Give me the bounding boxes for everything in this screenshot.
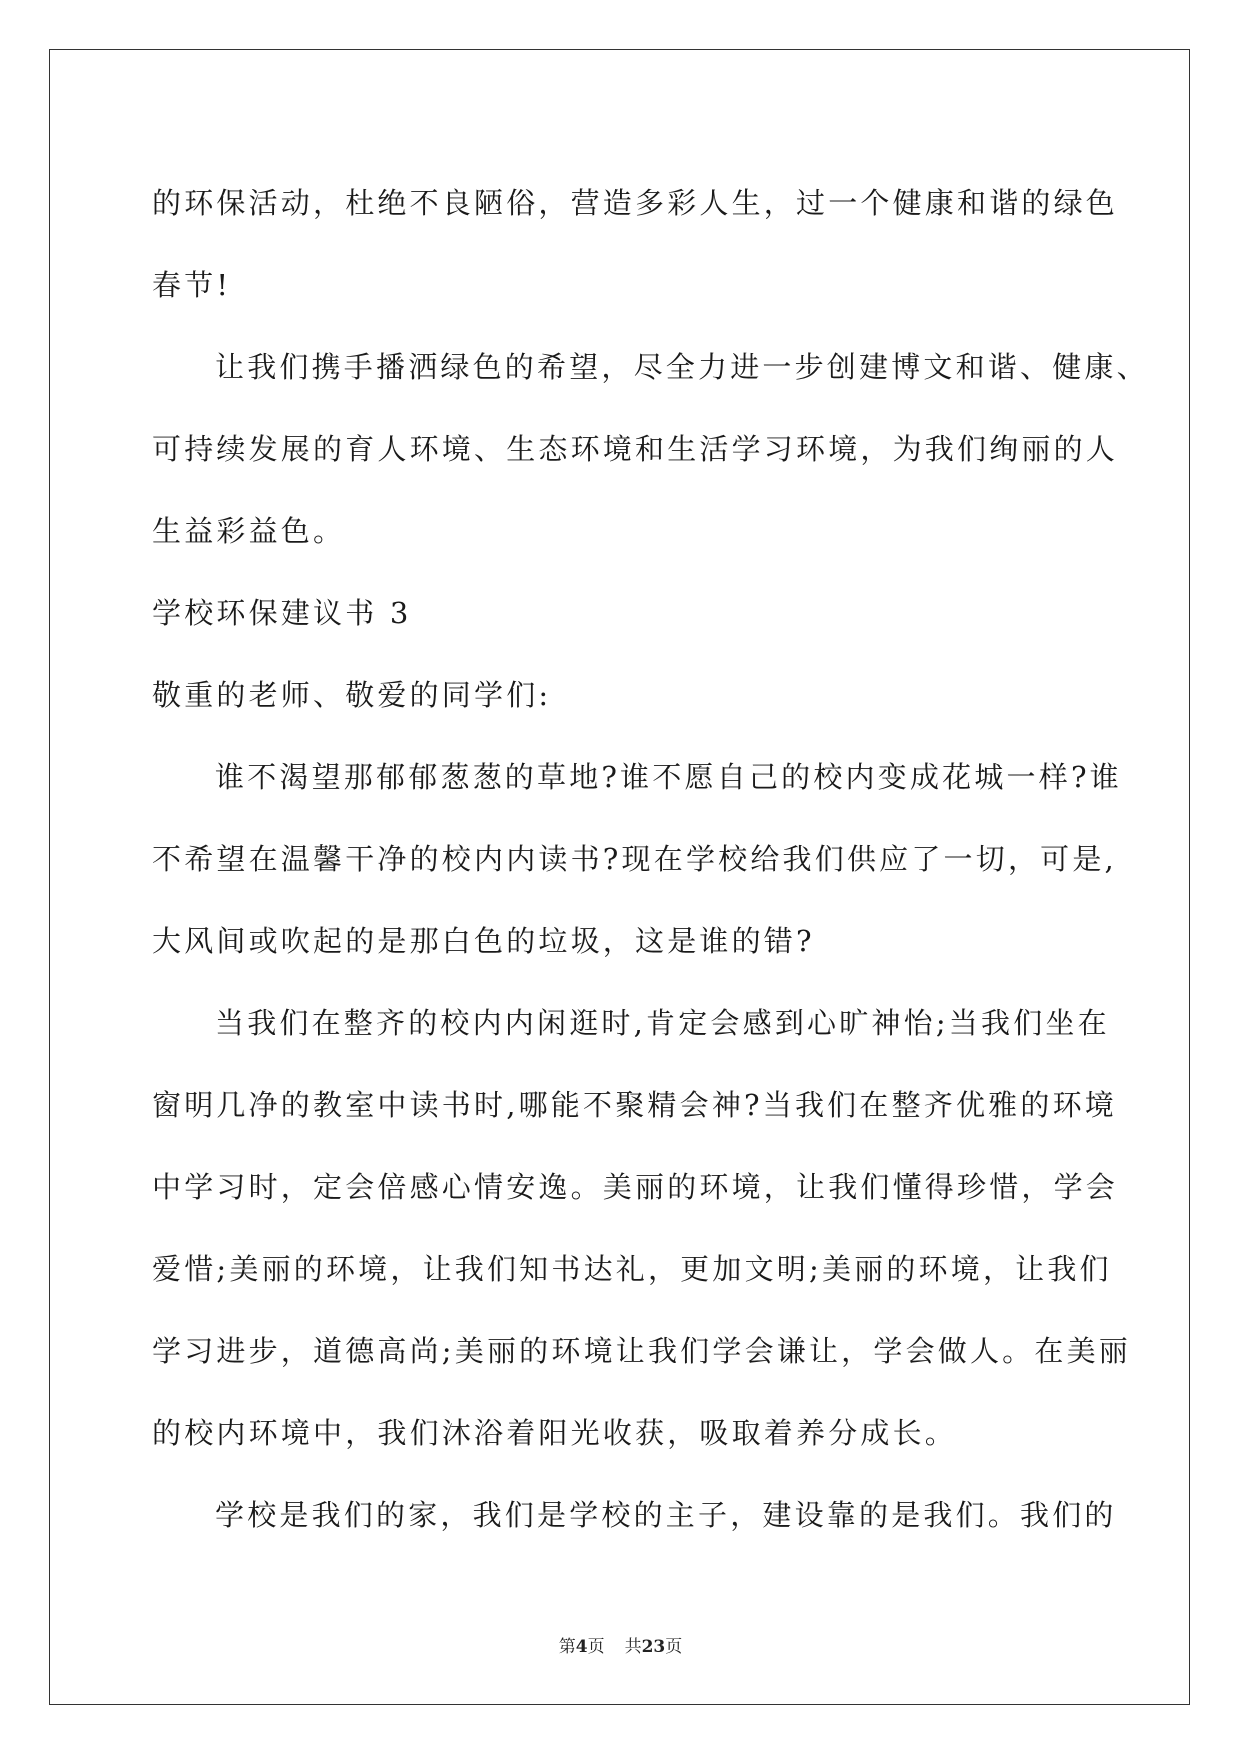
text-line: 学习进步，道德高尚;美丽的环境让我们学会谦让，学会做人。在美丽 <box>152 1334 1131 1368</box>
footer-prefix: 第 <box>558 1637 576 1657</box>
text-line: 窗明几净的教室中读书时,哪能不聚精会神?当我们在整齐优雅的环境 <box>152 1088 1117 1122</box>
text-line: 学校是我们的家，我们是学校的主子，建设靠的是我们。我们的 <box>215 1498 1117 1532</box>
page-footer <box>0 1632 1241 1657</box>
text-line: 谁不渴望那郁郁葱葱的草地?谁不愿自己的校内变成花城一样?谁 <box>215 760 1122 794</box>
text-line: 当我们在整齐的校内内闲逛时,肯定会感到心旷神怡;当我们坐在 <box>215 1006 1110 1040</box>
text-line: 生益彩益色。 <box>152 514 346 548</box>
footer-total-prefix: 共 <box>624 1637 642 1657</box>
text-line: 可持续发展的育人环境、生态环境和生活学习环境，为我们绚丽的人 <box>152 432 1119 466</box>
text-line: 春节! <box>152 268 232 302</box>
page-number: 4 <box>575 1637 588 1657</box>
text-line: 大风间或吹起的是那白色的垃圾，这是谁的错? <box>152 924 815 958</box>
text-line: 不希望在温馨干净的校内内读书?现在学校给我们供应了一切，可是, <box>152 842 1117 876</box>
salutation: 敬重的老师、敬爱的同学们: <box>152 678 552 712</box>
total-pages: 23 <box>641 1637 666 1657</box>
text-line: 爱惜;美丽的环境，让我们知书达礼，更加文明;美丽的环境，让我们 <box>152 1252 1112 1286</box>
footer-total-suffix: 页 <box>665 1637 683 1657</box>
text-line: 让我们携手播洒绿色的希望，尽全力进一步创建博文和谐、健康、 <box>215 350 1149 384</box>
text-line: 中学习时，定会倍感心情安逸。美丽的环境，让我们懂得珍惜，学会 <box>152 1170 1119 1204</box>
footer-page-suffix: 页 <box>587 1637 605 1657</box>
text-line: 的环保活动，杜绝不良陋俗，营造多彩人生，过一个健康和谐的绿色 <box>152 186 1119 220</box>
section-heading: 学校环保建议书 3 <box>152 596 412 630</box>
document-body <box>152 162 1149 1556</box>
text-line: 的校内环境中，我们沐浴着阳光收获，吸取着养分成长。 <box>152 1416 958 1450</box>
